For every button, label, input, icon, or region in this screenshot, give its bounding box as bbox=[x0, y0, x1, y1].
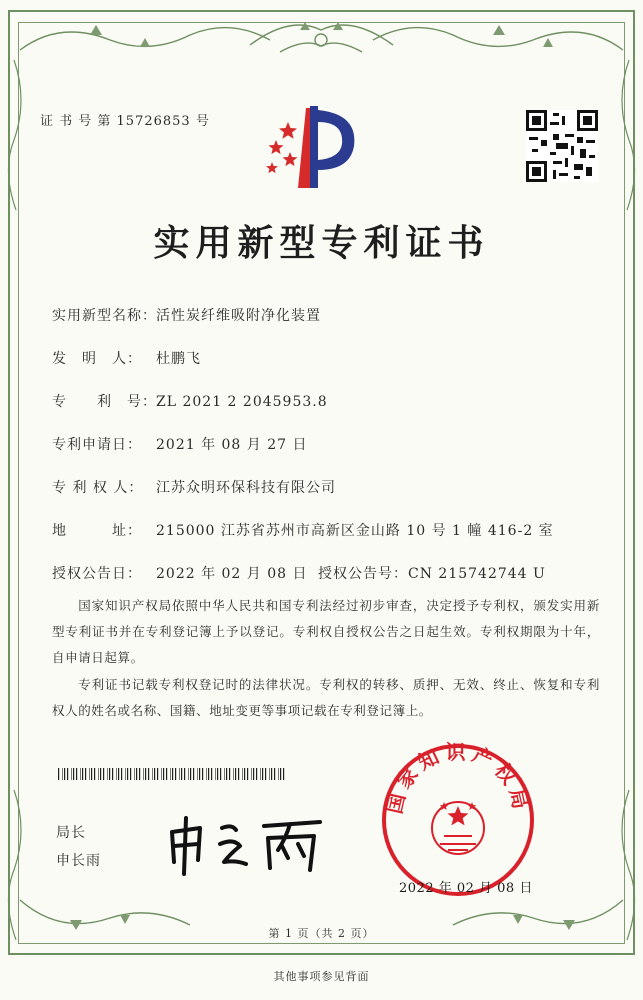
address-label: 地 址： bbox=[52, 523, 142, 539]
left-ornament bbox=[0, 60, 40, 940]
official-seal bbox=[378, 740, 538, 900]
paragraph-grant-text: 国家知识产权局依照中华人民共和国专利法经过初步审查，决定授予专利权，颁发实用新型专利证书并在专利登记簿上予以登记。专利权自授权公告之日起生效。专利权期限为十年，自申请日起算。 bbox=[52, 598, 600, 665]
inventor-value: 杜鹏飞 bbox=[156, 351, 201, 367]
patentee-label: 专 利 权 人： bbox=[52, 480, 144, 496]
seal-date: 2022 年 02 月 08 日 bbox=[399, 881, 533, 896]
footer-note: 其他事项参见背面 bbox=[273, 970, 370, 983]
filing-date-label: 专利申请日： bbox=[52, 437, 142, 453]
patent-number-label: 专 利 号： bbox=[52, 394, 157, 410]
grant-date-value: 2022 年 02 月 08 日 bbox=[156, 566, 308, 582]
seal-text: 国家知识产权局 bbox=[382, 740, 534, 816]
svg-text:国家知识产权局 bbox=[382, 740, 534, 816]
paragraph-grant bbox=[52, 593, 600, 671]
grant-date-row bbox=[52, 563, 308, 583]
director-title: 局长 bbox=[56, 825, 86, 841]
right-ornament bbox=[603, 60, 643, 940]
inventor-label: 发 明 人： bbox=[52, 351, 142, 367]
barcode bbox=[58, 768, 286, 780]
utility-model-name-label: 实用新型名称： bbox=[52, 308, 157, 324]
filing-date-value: 2021 年 08 月 27 日 bbox=[156, 437, 308, 453]
patent-number-value: ZL 2021 2 2045953.8 bbox=[156, 394, 328, 410]
filing-date-row bbox=[52, 434, 308, 454]
certificate-number: 证 书 号 第 15726853 号 bbox=[40, 114, 210, 129]
address-value: 215000 江苏省苏州市高新区金山路 10 号 1 幢 416-2 室 bbox=[156, 523, 554, 539]
cnipa-logo bbox=[258, 100, 368, 192]
inventor-row bbox=[52, 348, 201, 368]
patent-number-row bbox=[52, 391, 328, 411]
utility-model-name-value: 活性炭纤维吸附净化装置 bbox=[156, 308, 321, 324]
paragraph-register bbox=[52, 672, 600, 724]
grant-date-label: 授权公告日： bbox=[52, 566, 142, 582]
grant-number-label: 授权公告号： bbox=[318, 566, 408, 582]
certificate-title: 实用新型专利证书 bbox=[153, 222, 490, 264]
patentee-row bbox=[52, 477, 336, 497]
grant-number-row bbox=[318, 563, 546, 583]
director-name: 申长雨 bbox=[56, 853, 101, 869]
qr-code bbox=[526, 110, 598, 182]
bottom-ornament bbox=[0, 880, 643, 960]
handwritten-signature bbox=[160, 810, 330, 880]
address-row bbox=[52, 520, 554, 540]
page-number: 第 1 页（共 2 页） bbox=[268, 927, 375, 940]
paragraph-register-text: 专利证书记载专利权登记时的法律状况。专利权的转移、质押、无效、终止、恢复和专利权人的姓名或名称、国籍、地址变更等事项记载在专利登记簿上。 bbox=[52, 677, 600, 718]
utility-model-name-row bbox=[52, 305, 321, 325]
patentee-value: 江苏众明环保科技有限公司 bbox=[156, 480, 336, 496]
top-ornament bbox=[0, 0, 643, 80]
grant-number-value: CN 215742744 U bbox=[408, 566, 546, 582]
